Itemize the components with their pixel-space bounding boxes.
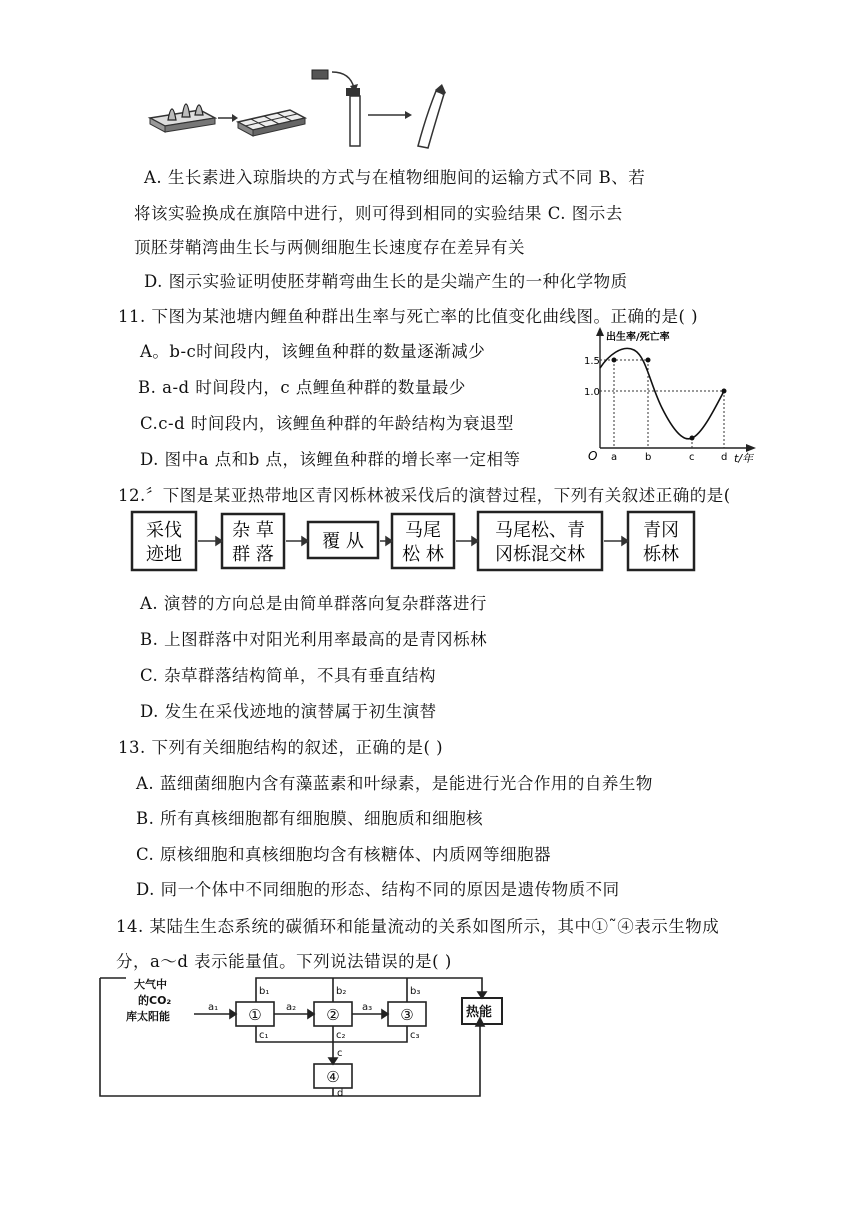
diagram-heat-label: 热能 <box>466 1005 493 1020</box>
diagram-node-2: ② <box>326 1006 340 1024</box>
flow-box-4-line1: 马尾 <box>405 520 441 541</box>
chart-xtick-a: a <box>611 452 618 463</box>
flow-box-5-line2: 冈栎混交林 <box>495 544 585 565</box>
q10-option-a-line2: 将该实验换成在旗陪中进行，则可得到相同的实验结果 C. 图示去 <box>134 204 623 223</box>
q13-option-c: C. 原核细胞和真核细胞均含有核糖体、内质网等细胞器 <box>136 845 552 864</box>
q12-option-d: D. 发生在采伐迹地的演替属于初生演替 <box>140 702 437 721</box>
chart-xtick-b: b <box>645 452 652 463</box>
chart-ytick-1.5: 1.5 <box>584 356 600 367</box>
flow-box-4-line2: 松 林 <box>402 544 444 565</box>
flow-box-3-line1: 覆 从 <box>322 531 364 552</box>
q14-stem-line1: 14. 某陆生生态系统的碳循环和能量流动的关系如图所示，其中①˜④表示生物成 <box>116 917 720 936</box>
chart-xtick-c: c <box>689 452 695 463</box>
q11-stem: 11. 下图为某池塘内鲤鱼种群出生率与死亡率的比值变化曲线图。正确的是( ) <box>118 307 699 326</box>
chart-origin: O <box>588 449 598 463</box>
label-b3: b₃ <box>410 986 421 997</box>
flow-box-6-line1: 青冈 <box>643 520 679 541</box>
label-c2: c₂ <box>336 1030 346 1041</box>
chart-ytick-1.0: 1.0 <box>584 387 600 398</box>
flow-box-5-line1: 马尾松、青 <box>495 520 585 541</box>
label-a3: a₃ <box>362 1002 373 1013</box>
diagram-source-line3: 库太阳能 <box>126 1010 170 1023</box>
diagram-node-4: ④ <box>326 1068 340 1086</box>
diagram-node-3: ③ <box>400 1006 414 1024</box>
q12-option-a: A. 演替的方向总是由简单群落向复杂群落进行 <box>140 594 487 613</box>
q10-option-d: D. 图示实验证明使胚芽鞘弯曲生长的是尖端产生的一种化学物质 <box>144 272 628 291</box>
label-d: d <box>337 1088 344 1099</box>
label-b2: b₂ <box>336 986 347 997</box>
carbon-energy-diagram <box>96 972 516 1100</box>
q13-stem: 13. 下列有关细胞结构的叙述，正确的是( ) <box>118 738 444 757</box>
coleoptile-experiment-figure <box>140 60 460 150</box>
diagram-node-1: ① <box>248 1006 262 1024</box>
q13-option-a: A. 蓝细菌细胞内含有藻蓝素和叶绿素，是能进行光合作用的自养生物 <box>136 774 653 793</box>
chart-xlabel: t/年 <box>734 452 754 465</box>
q11-option-a: A。b-c时间段内，该鲤鱼种群的数量逐渐减少 <box>140 342 486 361</box>
label-c: c <box>337 1048 343 1059</box>
flow-box-6-line2: 栎林 <box>643 544 679 565</box>
q14-stem-line2: 分，a～d 表示能量值。下列说法错误的是( ) <box>116 952 452 971</box>
chart-ylabel: 出生率/死亡率 <box>606 332 670 343</box>
q11-option-b: B. a-d 时间段内，c 点鲤鱼种群的数量最少 <box>138 378 466 397</box>
q10-option-a-line3: 顶胚芽鞘湾曲生长与两侧细胞生长速度存在差异有关 <box>134 238 525 257</box>
q11-option-c: C.c-d 时间段内，该鲤鱼种群的年龄结构为衰退型 <box>140 414 514 433</box>
q11-option-d: D. 图中a 点和b 点，该鲤鱼种群的增长率一定相等 <box>140 450 521 469</box>
q12-stem: 12.〞下图是某亚热带地区青冈栎林被采伐后的演替过程，下列有关叙述正确的是( <box>118 486 731 505</box>
birth-death-ratio-chart <box>584 324 764 466</box>
flow-box-1-line1: 采伐 <box>146 520 182 541</box>
q10-option-a-line1: A. 生长素进入琼脂块的方式与在植物细胞间的运输方式不同 B、若 <box>144 168 646 187</box>
label-a1: a₁ <box>208 1002 219 1013</box>
label-c3: c₃ <box>410 1030 420 1041</box>
q13-option-b: B. 所有真核细胞都有细胞膜、细胞质和细胞核 <box>136 809 484 828</box>
label-a2: a₂ <box>286 1002 297 1013</box>
q12-option-b: B. 上图群落中对阳光利用率最高的是青冈栎林 <box>140 630 488 649</box>
q13-option-d: D. 同一个体中不同细胞的形态、结构不同的原因是遗传物质不同 <box>136 880 620 899</box>
flow-box-1-line2: 迹地 <box>146 544 182 565</box>
diagram-source-line1: 大气中 <box>134 978 167 991</box>
diagram-source-line2: 的CO₂ <box>138 994 172 1007</box>
q12-option-c: C. 杂草群落结构简单，不具有垂直结构 <box>140 666 437 685</box>
chart-xtick-d: d <box>721 452 728 463</box>
succession-flow-diagram <box>128 508 708 574</box>
label-b1: b₁ <box>259 986 270 997</box>
label-c1: c₁ <box>259 1030 269 1041</box>
flow-box-2-line2: 群 落 <box>232 544 274 565</box>
flow-box-2-line1: 杂 草 <box>232 520 274 541</box>
